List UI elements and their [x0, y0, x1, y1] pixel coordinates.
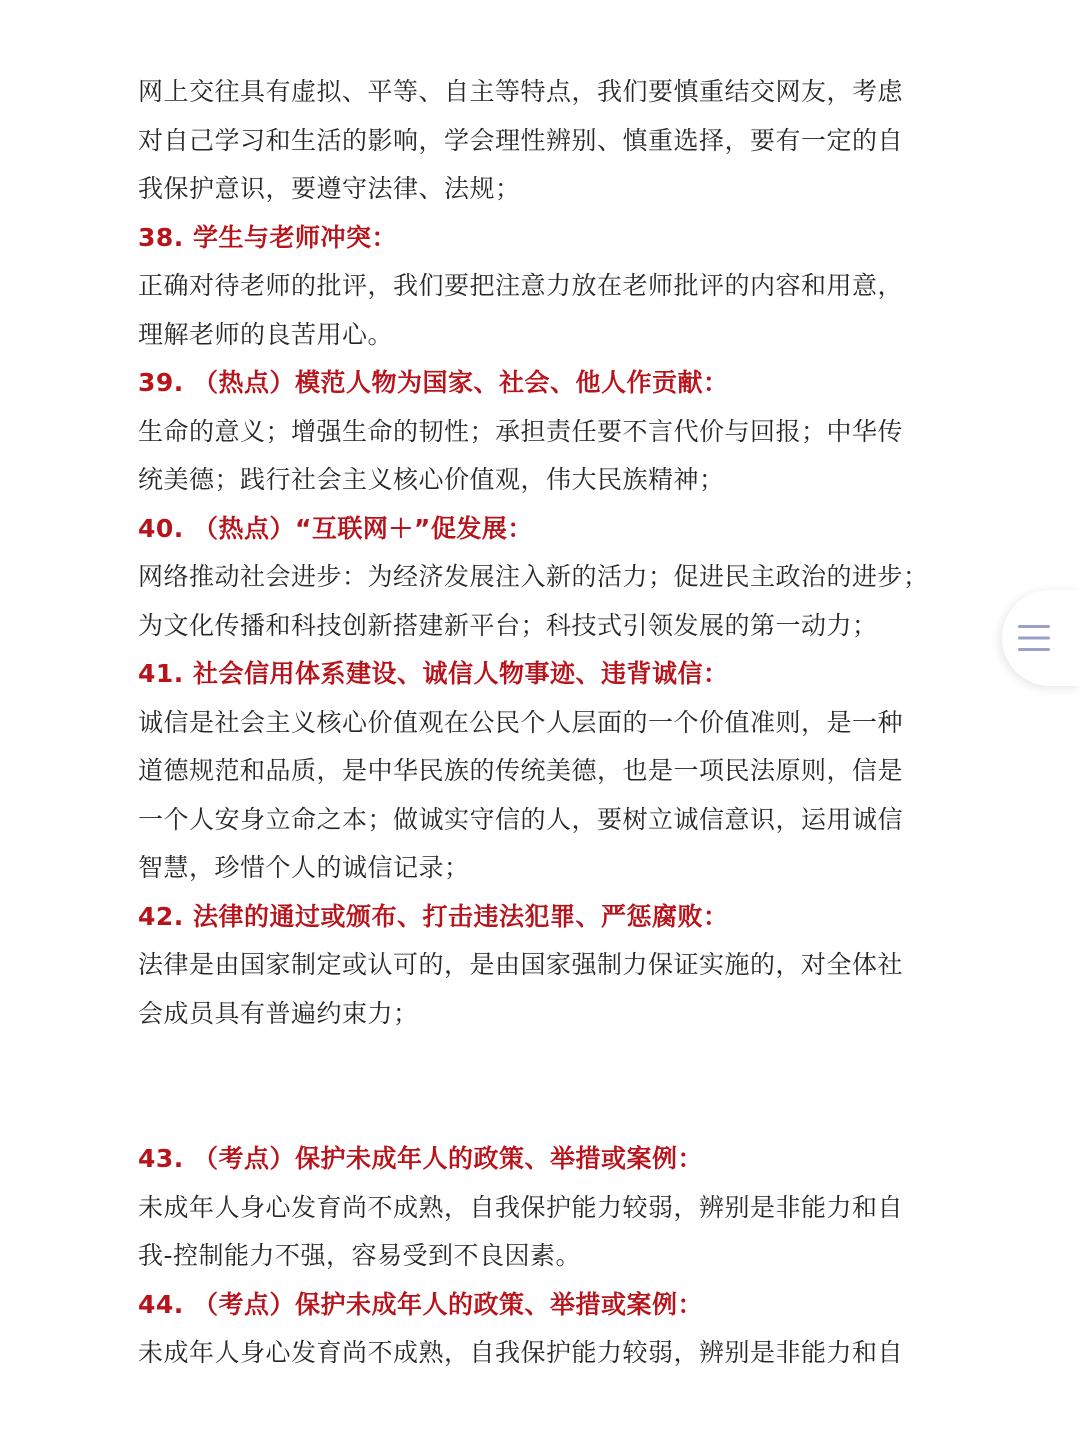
body-line: 网络推动社会进步：为经济发展注入新的活力；促进民主政治的进步；	[138, 562, 929, 591]
section-heading-41: 41. 社会信用体系建设、诚信人物事迹、违背诚信：	[138, 659, 729, 688]
body-line: 对自己学习和生活的影响，学会理性辨别、慎重选择，要有一定的自	[138, 125, 904, 155]
floating-menu-button[interactable]	[1002, 590, 1080, 686]
body-line: 理解老师的良苦用心。	[138, 319, 394, 349]
hamburger-menu-icon	[1016, 622, 1052, 654]
body-line: 智慧，珍惜个人的诚信记录；	[138, 853, 470, 882]
body-line: 未成年人身心发育尚不成熟，自我保护能力较弱，辨别是非能力和自	[138, 1338, 904, 1367]
section-heading-42: 42. 法律的通过或颁布、打击违法犯罪、严惩腐败：	[138, 901, 729, 931]
section-heading-39: 39. （热点）模范人物为国家、社会、他人作贡献：	[138, 368, 729, 397]
body-line: 我保护意识，要遵守法律、法规；	[138, 174, 521, 203]
body-line: 会成员具有普遍约束力；	[138, 998, 419, 1028]
body-line: 统美德；践行社会主义核心价值观，伟大民族精神；	[138, 465, 725, 494]
document-content	[138, 68, 950, 1378]
body-line: 我-控制能力不强，容易受到不良因素。	[138, 1241, 582, 1270]
body-line: 道德规范和品质，是中华民族的传统美德，也是一项民法原则，信是	[138, 756, 904, 785]
blank-spacer	[138, 1038, 950, 1135]
body-line: 法律是由国家制定或认可的，是由国家强制力保证实施的，对全体社	[138, 950, 904, 979]
section-heading-43: 43. （考点）保护未成年人的政策、举措或案例：	[138, 1144, 703, 1173]
section-heading-38: 38. 学生与老师冲突：	[138, 222, 397, 252]
section-heading-40: 40. （热点）“互联网＋”促发展：	[138, 513, 533, 543]
body-line: 诚信是社会主义核心价值观在公民个人层面的一个价值准则，是一种	[138, 707, 904, 737]
body-line: 为文化传播和科技创新搭建新平台；科技式引领发展的第一动力；	[138, 610, 878, 640]
section-heading-44: 44. （考点）保护未成年人的政策、举措或案例：	[138, 1289, 703, 1319]
body-line: 生命的意义；增强生命的韧性；承担责任要不言代价与回报；中华传	[138, 416, 904, 446]
body-line: 一个人安身立命之本；做诚实守信的人，要树立诚信意识，运用诚信	[138, 804, 904, 834]
body-line: 正确对待老师的批评，我们要把注意力放在老师批评的内容和用意，	[138, 271, 904, 300]
body-line: 网上交往具有虚拟、平等、自主等特点，我们要慎重结交网友，考虑	[138, 77, 904, 106]
body-line: 未成年人身心发育尚不成熟，自我保护能力较弱，辨别是非能力和自	[138, 1192, 904, 1222]
